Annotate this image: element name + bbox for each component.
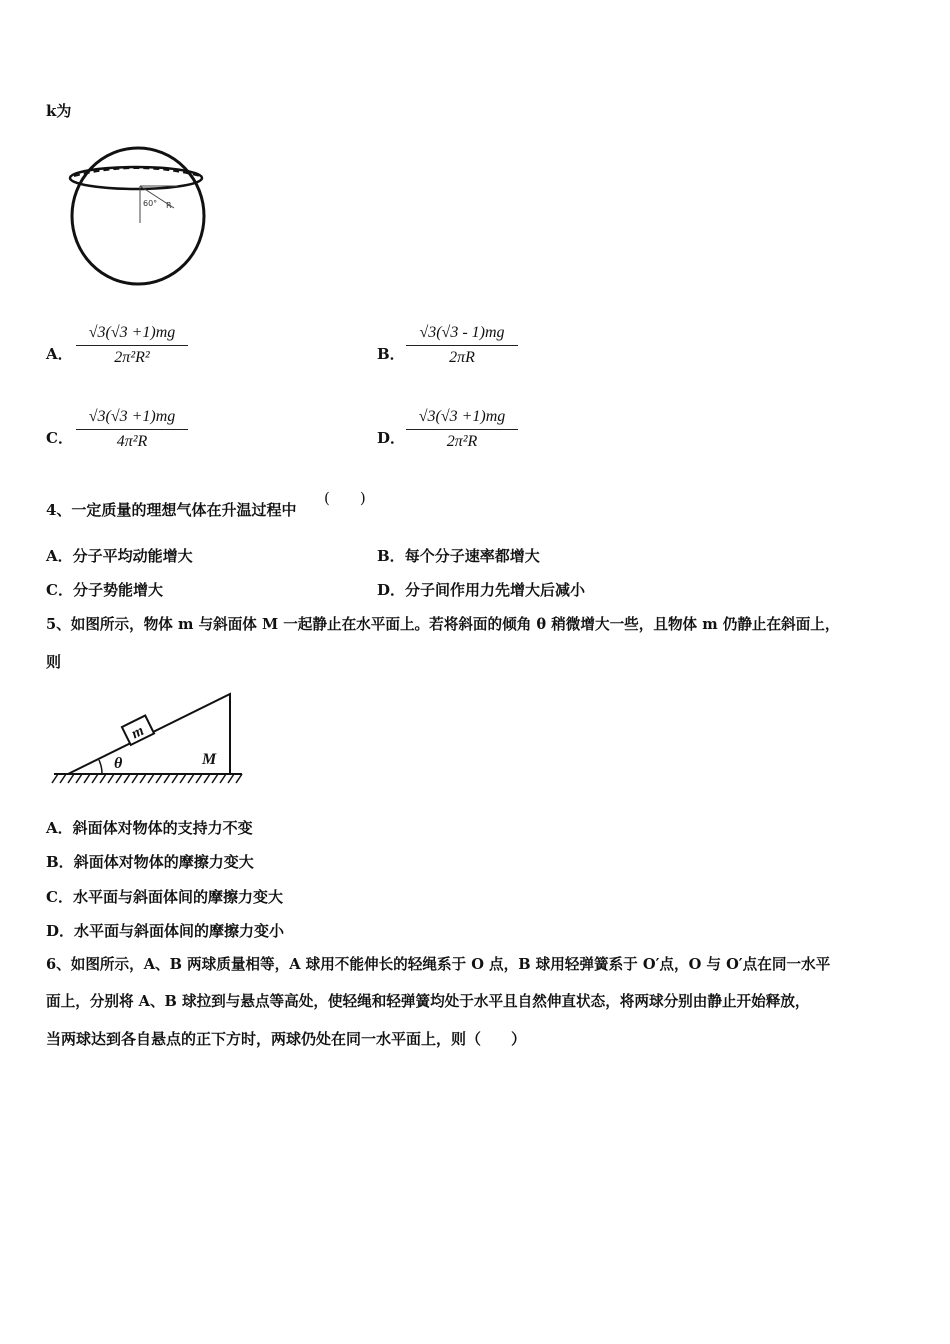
q5-option-c-text: 水平面与斜面体间的摩擦力变大 [72,888,283,906]
q6-line2: 面上，分别将 A、B 球拉到与悬点等高处，使轻绳和轻弹簧均处于水平且自然伸直状态，将两球分别由静止开始释放， [46,993,810,1010]
wedge-label: M [202,751,217,768]
q3-option-d-formula [406,408,518,451]
angle-label: θ [114,755,123,772]
q4-option-d-text: 分子间作用力先增大后减小 [405,581,586,599]
angle-arc [99,760,102,774]
q3-option-b-formula [406,324,518,367]
q6-line3: 当两球达到各自悬点的正下方时，两球仍处在同一水平面上，则（ ） [46,1030,527,1048]
q5-stem-line2: 则 [46,653,62,671]
q5-option-b [46,852,254,872]
q3-option-a-numerator: √3(√3 +1)mg [88,324,176,341]
q5-option-a [46,818,253,838]
q5-option-a-label: A． [46,819,73,837]
q3-option-b-denominator: 2πR [449,349,475,366]
q4-option-b-text: 每个分子速率都增大 [404,547,540,565]
q3-option-d-label: D． [377,429,406,447]
q5-option-d-text: 水平面与斜面体间的摩擦力变小 [74,922,285,940]
q4-option-a-label: A． [46,547,73,565]
q5-option-b-text: 斜面体对物体的摩擦力变大 [73,853,254,871]
q5-stem-line1: 5、如图所示，物体 m 与斜面体 M 一起静止在水平面上。若将斜面的倾角 θ 稍微增大一些，且物体 m 仍静止在斜面上， [46,616,840,633]
q6-line1: 6、如图所示，A、B 两球质量相等，A 球用不能伸长的轻绳系于 O 点，B 球用轻弹簧系于 O′点，O 与 O′点在同一水平 [46,956,831,973]
q3-option-a-label: A． [46,345,73,363]
q3-option-d-denominator: 2π²R [446,433,478,450]
q4-option-c-text: 分子势能增大 [72,581,163,599]
block-label: m [129,722,147,743]
radius-label: R [166,201,172,210]
q4-option-d [377,580,585,600]
q3-option-c-numerator: √3(√3 +1)mg [88,408,176,425]
q3-option-a-formula [76,324,188,367]
q3-option-c-formula [76,408,188,451]
q4-option-d-label: D． [377,581,406,599]
q5-option-c [46,887,283,907]
q3-option-d-numerator: √3(√3 +1)mg [418,408,506,425]
q3-option-b-label: B． [377,345,405,363]
q4-option-c [46,580,163,600]
q3-option-a-denominator: 2π²R² [114,349,150,366]
incline-figure [50,688,250,788]
q4-stem: 4、一定质量的理想气体在升温过程中 [46,501,297,519]
q3-option-c-denominator: 4π²R [116,433,148,450]
q5-option-c-label: C． [46,888,73,906]
q5-option-b-label: B． [46,853,74,871]
q5-option-d-label: D． [46,922,75,940]
q4-option-b-label: B． [377,547,405,565]
q5-option-d [46,921,284,941]
q3-tail-text: k为 [46,102,72,120]
q3-option-c-label: C． [46,429,73,447]
q4-answer-paren: ( ) [324,489,366,507]
q3-option-b-numerator: √3(√3 - 1)mg [419,324,505,341]
q4-option-a-text: 分子平均动能增大 [72,547,193,565]
orbit-ring [70,167,202,189]
ground-hatch [52,774,242,783]
q4-option-c-label: C． [46,581,73,599]
q4-option-b [377,546,540,566]
sphere-figure [62,138,212,288]
q5-option-a-text: 斜面体对物体的支持力不变 [72,819,253,837]
q4-option-a [46,546,193,566]
angle-label: 60° [143,199,158,208]
